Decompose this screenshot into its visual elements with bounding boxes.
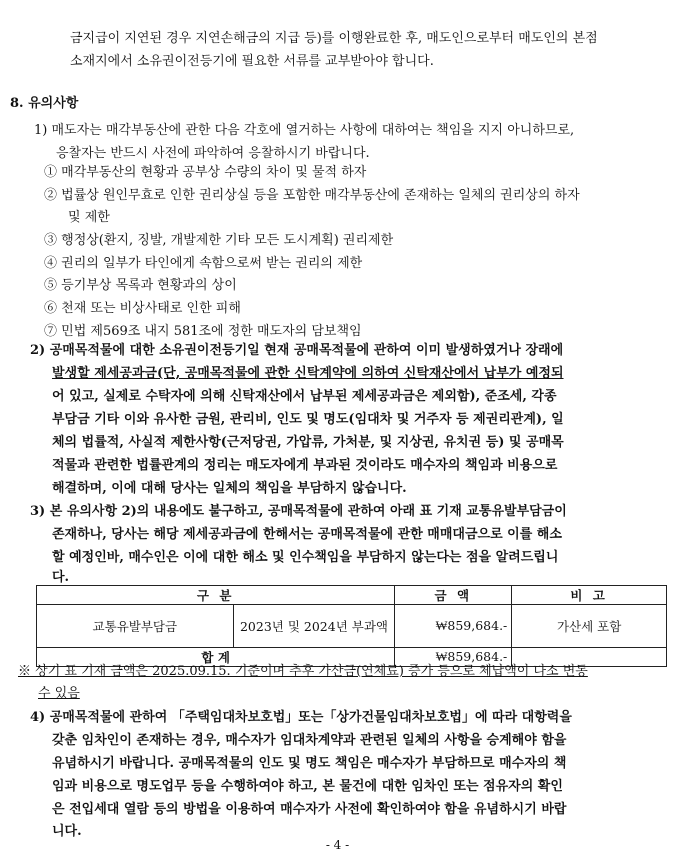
intro-line-1: 금지급이 지연된 경우 지연손해금의 지급 등)를 이행완료한 후, 매도인으로부터 매도인의 본점 <box>70 31 598 46</box>
item4-line-3: 유념하시기 바랍니다. 공매목적물의 인도 및 명도 책임은 매수자가 부담하므로 매수자의 책 <box>52 756 567 771</box>
item1-sub-7: ⑦ 민법 제569조 내지 581조에 정한 매도자의 담보책임 <box>44 324 362 339</box>
item2-line-5: 체의 법률적, 사실적 제한사항(근저당권, 가압류, 가처분, 및 지상권, 유치권 등) 및 공매목 <box>52 435 564 450</box>
intro-line-2: 소재지에서 소유권이전등기에 필요한 서류를 교부받아야 합니다. <box>70 54 434 69</box>
page-number: - 4 - <box>325 838 350 852</box>
item2-line-7: 해결하며, 이에 대해 당사는 일체의 책임을 부담하지 않습니다. <box>52 481 407 496</box>
item4-line-4: 임과 비용으로 명도업무 등을 수행하여야 하고, 본 물건에 대한 임차인 또는 점유자의 확인 <box>52 779 563 794</box>
item1-sub-3: ③ 행정상(환지, 징발, 개발제한 기타 모든 도시계획) 권리제한 <box>44 233 394 248</box>
table-header-row <box>37 586 667 605</box>
item2-line-6: 적물과 관련한 법률관계의 정리는 매도자에게 부과된 것이라도 매수자의 책임과 비용으로 <box>52 458 558 473</box>
header-category: 구 분 <box>37 586 395 605</box>
traffic-charge-table <box>36 585 667 667</box>
item4-line-6: 니다. <box>52 824 82 839</box>
item1-sub-1: ① 매각부동산의 현황과 공부상 수량의 차이 및 물적 하자 <box>44 165 367 180</box>
note-line-2: 수 있음 <box>38 686 80 701</box>
item1-sub-2-cont: 및 제한 <box>68 210 110 225</box>
item3-line-3: 할 예정인바, 매수인은 이에 대한 해소 및 인수책임을 부담하지 않는다는 점을 알려드립니 <box>52 550 559 565</box>
section-title: 8. 유의사항 <box>10 96 79 111</box>
item4-line-2: 갖춘 임차인이 존재하는 경우, 매수자가 임대차계약과 관련된 일체의 사항을 승계해야 함을 <box>52 733 567 748</box>
item4-line-1: 4) 공매목적물에 관하여 「주택임대차보호법」또는「상가건물임대차보호법」에 따라 대항력을 <box>30 710 572 725</box>
note-line-1: ※ 상기 표 기재 금액은 2025.09.15. 기준이며 추후 가산금(연체료) 증가 등으로 체납액이 다소 변동 <box>18 664 588 679</box>
item1-line-2: 응찰자는 반드시 사전에 파악하여 응찰하시기 바랍니다. <box>56 146 370 161</box>
total-label: 합 계 <box>37 648 395 667</box>
header-amount: 금 액 <box>395 586 512 605</box>
item3-line-2: 존재하나, 당사는 해당 제세공과금에 한해서는 공매목적물에 관한 매매대금으로 이를 해소 <box>52 527 562 542</box>
item3-line-1: 3) 본 유의사항 2)의 내용에도 불구하고, 공매목적물에 관하여 아래 표 기재 교통유발부담금이 <box>30 504 567 519</box>
item1-sub-4: ④ 권리의 일부가 타인에게 속함으로써 받는 권리의 제한 <box>44 256 363 271</box>
item1-sub-2: ② 법률상 원인무효로 인한 권리상실 등을 포함한 매각부동산에 존재하는 일체의 권리상의 하자 <box>44 188 580 203</box>
cell-note: 가산세 포함 <box>512 605 667 648</box>
header-note: 비 고 <box>512 586 667 605</box>
item3-line-4: 다. <box>52 570 70 585</box>
item2-line-2: 발생할 제세공과금(단, 공매목적물에 관한 신탁계약에 의하여 신탁재산에서 납부가 예정되 <box>52 366 564 381</box>
cell-desc: 2023년 및 2024년 부과액 <box>233 605 395 648</box>
total-amount: ₩859,684.- <box>395 648 512 667</box>
table-row <box>37 605 667 648</box>
item1-line-1: 1) 매도자는 매각부동산에 관한 다음 각호에 열거하는 사항에 대하여는 책임을 지지 아니하므로, <box>34 123 575 138</box>
item2-line-3: 어 있고, 실제로 수탁자에 의해 신탁재산에서 납부된 제세공과금은 제외함), 준조세, 각종 <box>52 389 557 404</box>
item1-sub-5: ⑤ 등기부상 목록과 현황과의 상이 <box>44 278 237 293</box>
item1-sub-6: ⑥ 천재 또는 비상사태로 인한 피해 <box>44 301 241 316</box>
item2-line-4: 부담금 기타 이와 유사한 금원, 관리비, 인도 및 명도(임대차 및 거주자 등 제권리관계), 일 <box>52 412 564 427</box>
item2-line-1: 2) 공매목적물에 대한 소유권이전등기일 현재 공매목적물에 관하여 이미 발생하였거나 장래에 <box>30 343 564 358</box>
cell-amount: ₩859,684.- <box>395 605 512 648</box>
item4-line-5: 은 전입세대 열람 등의 방법을 이용하여 매수자가 사전에 확인하여야 함을 유념하시기 바랍 <box>52 802 567 817</box>
cell-item: 교통유발부담금 <box>37 605 234 648</box>
